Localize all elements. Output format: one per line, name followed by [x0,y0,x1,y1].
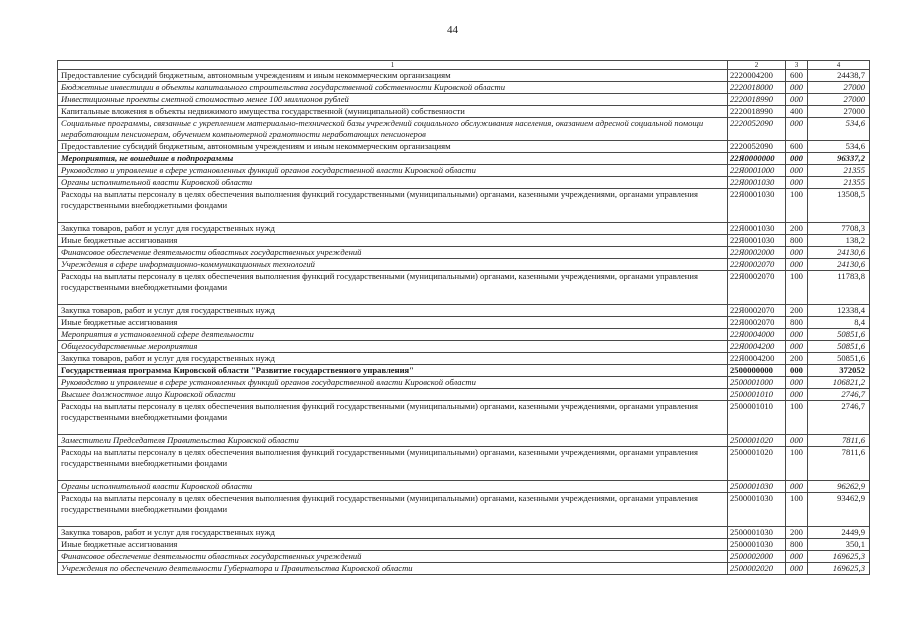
amount: 27000 [808,94,870,106]
amount: 50851,6 [808,329,870,341]
expense-type-code: 200 [786,353,808,365]
table-row [58,259,870,271]
expense-type-code: 100 [786,189,808,223]
expense-name: Капитальные вложения в объекты недвижимого имущества государственной (муниципальной) собственности [58,106,728,118]
expense-name: Социальные программы, связанные с укреплением материально-технической базы учреждений социального обслуживания населения, оказанием адресной социальной помощи неработающим пенсионерам, обучением компьютерной грамотности неработающих пенсионеров [58,118,728,141]
expense-type-code: 800 [786,317,808,329]
expense-name: Руководство и управление в сфере установленных функций органов государственной власти Кировской области [58,377,728,389]
amount: 7708,3 [808,223,870,235]
expense-name: Закупка товаров, работ и услуг для государственных нужд [58,527,728,539]
target-article-code: 2220052090 [728,118,786,141]
amount: 7811,6 [808,435,870,447]
expense-type-code: 800 [786,235,808,247]
table-row [58,563,870,575]
target-article-code: 2500001020 [728,447,786,481]
expense-name: Предоставление субсидий бюджетным, автономным учреждениям и иным некоммерческим организациям [58,70,728,82]
amount: 96337,2 [808,153,870,165]
target-article-code: 2500001030 [728,539,786,551]
expense-name: Расходы на выплаты персоналу в целях обеспечения выполнения функций государственными (муниципальными) органами, казенными учреждениями, органами управления государственными внебюджетными фондами [58,401,728,435]
table-row [58,551,870,563]
table-row [58,271,870,305]
table-row [58,481,870,493]
table-row [58,153,870,165]
expense-name: Высшее должностное лицо Кировской области [58,389,728,401]
expense-type-code: 100 [786,493,808,527]
expense-type-code: 000 [786,247,808,259]
amount: 2449,9 [808,527,870,539]
amount: 11783,8 [808,271,870,305]
amount: 7811,6 [808,447,870,481]
column-number-4: 4 [808,61,870,70]
expense-type-code: 200 [786,223,808,235]
expense-name: Закупка товаров, работ и услуг для государственных нужд [58,353,728,365]
expense-name: Финансовое обеспечение деятельности областных государственных учреждений [58,551,728,563]
expense-name: Иные бюджетные ассигнования [58,317,728,329]
target-article-code: 2500001010 [728,389,786,401]
expense-name: Мероприятия в установленной сфере деятельности [58,329,728,341]
expense-type-code: 600 [786,70,808,82]
expense-name: Заместители Председателя Правительства Кировской области [58,435,728,447]
column-number-header-row [58,61,870,70]
table-row [58,165,870,177]
expense-type-code: 000 [786,435,808,447]
expense-type-code: 000 [786,551,808,563]
table-row [58,223,870,235]
expense-type-code: 100 [786,447,808,481]
expense-name: Руководство и управление в сфере установленных функций органов государственной власти Кировской области [58,165,728,177]
table-row [58,317,870,329]
amount: 106821,2 [808,377,870,389]
target-article-code: 22Я0000000 [728,153,786,165]
expense-type-code: 000 [786,165,808,177]
target-article-code: 22Я0001030 [728,235,786,247]
expense-name: Учреждения в сфере информационно-коммуникационных технологий [58,259,728,271]
table-row [58,141,870,153]
target-article-code: 22Я0002070 [728,305,786,317]
table-row [58,82,870,94]
expense-type-code: 100 [786,271,808,305]
table-row [58,235,870,247]
amount: 21355 [808,165,870,177]
table-row [58,527,870,539]
target-article-code: 2220018000 [728,82,786,94]
expense-type-code: 000 [786,341,808,353]
expense-name: Государственная программа Кировской области "Развитие государственного управления" [58,365,728,377]
table-row [58,401,870,435]
expense-type-code: 000 [786,329,808,341]
page-number: 44 [447,24,458,36]
expense-type-code: 000 [786,118,808,141]
expense-name: Инвестиционные проекты сметной стоимостью менее 100 миллионов рублей [58,94,728,106]
amount: 24438,7 [808,70,870,82]
amount: 2746,7 [808,389,870,401]
target-article-code: 22Я0004000 [728,329,786,341]
expense-type-code: 600 [786,141,808,153]
table-row [58,329,870,341]
expense-type-code: 000 [786,177,808,189]
amount: 27000 [808,106,870,118]
expense-name: Органы исполнительной власти Кировской области [58,177,728,189]
budget-table-body [58,61,870,575]
expense-name: Финансовое обеспечение деятельности областных государственных учреждений [58,247,728,259]
amount: 2746,7 [808,401,870,435]
expense-type-code: 200 [786,527,808,539]
expense-name: Органы исполнительной власти Кировской области [58,481,728,493]
amount: 21355 [808,177,870,189]
expense-name: Расходы на выплаты персоналу в целях обеспечения выполнения функций государственными (муниципальными) органами, казенными учреждениями, органами управления государственными внебюджетными фондами [58,271,728,305]
expense-type-code: 400 [786,106,808,118]
table-row [58,70,870,82]
table-row [58,189,870,223]
table-row [58,94,870,106]
table-row [58,305,870,317]
expense-name: Закупка товаров, работ и услуг для государственных нужд [58,223,728,235]
table-row [58,377,870,389]
amount: 8,4 [808,317,870,329]
table-row [58,106,870,118]
target-article-code: 22Я0004200 [728,341,786,353]
table-row [58,177,870,189]
expense-name: Расходы на выплаты персоналу в целях обеспечения выполнения функций государственными (муниципальными) органами, казенными учреждениями, органами управления государственными внебюджетными фондами [58,189,728,223]
expense-type-code: 100 [786,401,808,435]
expense-type-code: 000 [786,365,808,377]
expense-name: Предоставление субсидий бюджетным, автономным учреждениям и иным некоммерческим организациям [58,141,728,153]
amount: 534,6 [808,141,870,153]
budget-table [57,60,870,575]
expense-type-code: 000 [786,563,808,575]
target-article-code: 2500000000 [728,365,786,377]
target-article-code: 2500001030 [728,527,786,539]
amount: 12338,4 [808,305,870,317]
amount: 96262,9 [808,481,870,493]
target-article-code: 2500002000 [728,551,786,563]
column-number-2: 2 [728,61,786,70]
amount: 169625,3 [808,563,870,575]
target-article-code: 2220052090 [728,141,786,153]
amount: 350,1 [808,539,870,551]
target-article-code: 2500001030 [728,493,786,527]
amount: 50851,6 [808,353,870,365]
expense-type-code: 000 [786,82,808,94]
amount: 13508,5 [808,189,870,223]
column-number-3: 3 [786,61,808,70]
expense-name: Бюджетные инвестиции в объекты капитального строительства государственной собственности Кировской области [58,82,728,94]
amount: 372052 [808,365,870,377]
target-article-code: 2500001020 [728,435,786,447]
target-article-code: 2500001010 [728,401,786,435]
amount: 24130,6 [808,259,870,271]
expense-name: Учреждения по обеспечению деятельности Губернатора и Правительства Кировской области [58,563,728,575]
table-row [58,341,870,353]
expense-name: Иные бюджетные ассигнования [58,235,728,247]
expense-name: Иные бюджетные ассигнования [58,539,728,551]
amount: 534,6 [808,118,870,141]
target-article-code: 22Я0002000 [728,247,786,259]
table-row [58,365,870,377]
amount: 50851,6 [808,341,870,353]
target-article-code: 2500001030 [728,481,786,493]
target-article-code: 2220018990 [728,106,786,118]
expense-type-code: 000 [786,377,808,389]
expense-name: Общегосударственные мероприятия [58,341,728,353]
expense-type-code: 000 [786,94,808,106]
expense-name: Закупка товаров, работ и услуг для государственных нужд [58,305,728,317]
table-row [58,389,870,401]
expense-name: Расходы на выплаты персоналу в целях обеспечения выполнения функций государственными (муниципальными) органами, казенными учреждениями, органами управления государственными внебюджетными фондами [58,493,728,527]
expense-type-code: 000 [786,481,808,493]
target-article-code: 2220004200 [728,70,786,82]
table-row [58,447,870,481]
target-article-code: 22Я0001030 [728,177,786,189]
expense-type-code: 200 [786,305,808,317]
target-article-code: 22Я0002070 [728,259,786,271]
expense-name: Мероприятия, не вошедшие в подпрограммы [58,153,728,165]
table-row [58,435,870,447]
target-article-code: 2500002020 [728,563,786,575]
expense-type-code: 800 [786,539,808,551]
target-article-code: 2500001000 [728,377,786,389]
target-article-code: 22Я0001030 [728,223,786,235]
table-row [58,539,870,551]
amount: 93462,9 [808,493,870,527]
target-article-code: 22Я0001000 [728,165,786,177]
amount: 24130,6 [808,247,870,259]
table-row [58,353,870,365]
amount: 27000 [808,82,870,94]
amount: 169625,3 [808,551,870,563]
table-row [58,493,870,527]
target-article-code: 22Я0001030 [728,189,786,223]
table-row [58,247,870,259]
target-article-code: 22Я0004200 [728,353,786,365]
expense-type-code: 000 [786,389,808,401]
amount: 138,2 [808,235,870,247]
expense-type-code: 000 [786,153,808,165]
target-article-code: 22Я0002070 [728,271,786,305]
target-article-code: 2220018990 [728,94,786,106]
expense-name: Расходы на выплаты персоналу в целях обеспечения выполнения функций государственными (муниципальными) органами, казенными учреждениями, органами управления государственными внебюджетными фондами [58,447,728,481]
target-article-code: 22Я0002070 [728,317,786,329]
expense-type-code: 000 [786,259,808,271]
table-row [58,118,870,141]
column-number-1: 1 [58,61,728,70]
